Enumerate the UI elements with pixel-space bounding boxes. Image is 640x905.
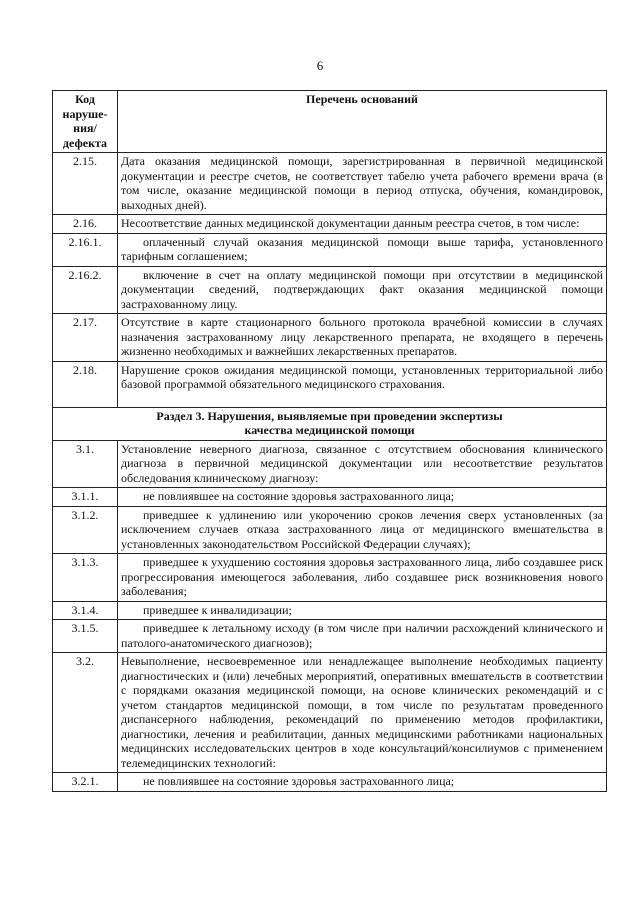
row-code: 2.18. [53, 361, 118, 407]
row-code: 3.1.5. [53, 620, 118, 653]
row-code: 2.15. [53, 153, 118, 215]
row-text: приведшее к ухудшению состояния здоровья застрахованного лица, либо создавшее риск прогрессирования имеющегося заболевания, либо создавшее риск возникновения нового заболевания; [118, 554, 607, 602]
table-row [53, 215, 607, 234]
table-row [53, 506, 607, 554]
row-text: Установление неверного диагноза, связанное с отсутствием обоснования клинического диагноза в первичной медицинской документации или несоответствие результатов обследования клиническому диагнозу: [118, 440, 607, 488]
table-row [53, 554, 607, 602]
row-code: 3.2. [53, 653, 118, 773]
row-code: 3.1.4. [53, 601, 118, 620]
table-header-row [53, 91, 607, 153]
row-text: включение в счет на оплату медицинской помощи при отсутствии в медицинской документации сведений, подтверждающих факт оказания медицинской помощи застрахованному лицу. [118, 266, 607, 314]
table-row [53, 233, 607, 266]
row-text: не повлиявшее на состояние здоровья застрахованного лица; [118, 488, 607, 507]
table-row [53, 601, 607, 620]
row-text: Нарушение сроков ожидания медицинской помощи, установленных территориальной либо базовой программой обязательного медицинского страхования. [118, 361, 607, 407]
section-heading [53, 407, 607, 440]
row-text: приведшее к инвалидизации; [118, 601, 607, 620]
row-text: приведшее к летальному исходу (в том числе при наличии расхождений клинического и патолого-анатомического диагнозов); [118, 620, 607, 653]
row-code: 2.16. [53, 215, 118, 234]
reasons-column-header: Перечень оснований [118, 91, 607, 153]
row-text: оплаченный случай оказания медицинской помощи выше тарифа, установленного тарифным соглашением; [118, 233, 607, 266]
table-row [53, 440, 607, 488]
violations-table [52, 90, 607, 792]
row-text: не повлиявшее на состояние здоровья застрахованного лица; [118, 773, 607, 792]
row-code: 2.16.2. [53, 266, 118, 314]
table-row [53, 620, 607, 653]
table-row [53, 266, 607, 314]
section-heading-line2: качества медицинской помощи [244, 423, 415, 437]
table-row [53, 153, 607, 215]
page-number: 6 [316, 58, 324, 73]
section-row [53, 407, 607, 440]
table-row [53, 653, 607, 773]
code-column-header: Код наруше- ния/ дефекта [53, 91, 118, 153]
row-text: Отсутствие в карте стационарного больного протокола врачебной комиссии в случаях назначения застрахованному лицу лекарственного препарата, не входящего в перечень жизненно необходимых и важнейших лекарственных препаратов. [118, 314, 607, 362]
table-row [53, 361, 607, 407]
row-code: 3.1. [53, 440, 118, 488]
row-text: приведшее к удлинению или укорочению сроков лечения сверх установленных (за исключением случаев отказа застрахованного лица от медицинского вмешательства в установленных законодательством Российской Федерации случаях); [118, 506, 607, 554]
table-row [53, 773, 607, 792]
row-text: Дата оказания медицинской помощи, зарегистрированная в первичной медицинской документации и реестре счетов, не соответствует табелю учета рабочего времени врача (в том числе, оказание медицинской помощи в период отпуска, обучения, командировок, выходных дней). [118, 153, 607, 215]
row-code: 3.1.2. [53, 506, 118, 554]
row-text: Несоответствие данных медицинской документации данным реестра счетов, в том числе: [118, 215, 607, 234]
row-text: Невыполнение, несвоевременное или ненадлежащее выполнение необходимых пациенту диагностических и (или) лечебных мероприятий, оперативных вмешательств в соответствии с порядками оказания медицинской помощи, на основе клинических рекомендаций и с учетом стандартов медицинской помощи, в том числе по результатам проведенного диспансерного наблюдения, рекомендаций по применению методов профилактики, диагностики, лечения и реабилитации, данных медицинскими работниками национальных медицинских исследовательских центров в ходе консультаций/консилиумов с применением телемедицинских технологий: [118, 653, 607, 773]
table-row [53, 488, 607, 507]
row-code: 3.1.3. [53, 554, 118, 602]
row-code: 3.1.1. [53, 488, 118, 507]
section-heading-line1: Раздел 3. Нарушения, выявляемые при проведении экспертизы [156, 408, 503, 423]
row-code: 3.2.1. [53, 773, 118, 792]
row-code: 2.16.1. [53, 233, 118, 266]
table-row [53, 314, 607, 362]
row-code: 2.17. [53, 314, 118, 362]
